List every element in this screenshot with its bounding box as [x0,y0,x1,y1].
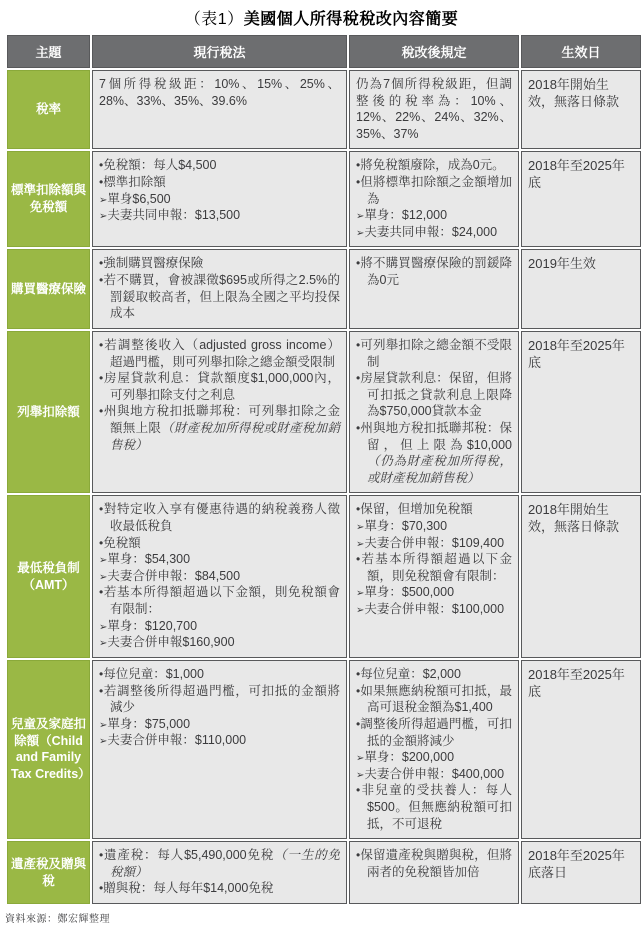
current-law-cell [92,249,347,329]
bullet-marker-icon: • [99,174,104,189]
arrow-line [356,749,512,766]
arrow-marker-icon: ➢ [99,719,108,731]
current-law-cell [92,331,347,493]
bullet-line [356,370,512,420]
topic-cell: 稅率 [7,70,90,149]
bullet-marker-icon: • [356,552,361,567]
arrow-line [99,618,340,635]
arrow-line [356,584,512,601]
cell-text: 每位兒童：$2,000 [360,666,461,681]
table-row [7,495,641,657]
cell-text: 單身：$120,700 [107,618,198,633]
table-header [7,35,641,68]
cell-text: 夫妻合併申報：$109,400 [364,535,505,550]
bullet-marker-icon: • [99,881,104,896]
arrow-marker-icon: ➢ [99,211,108,223]
cell-text: 夫妻共同申報：$24,000 [364,224,498,239]
cell-text: 單身：$200,000 [364,750,455,765]
arrow-line [356,601,512,618]
cell-text: 房屋貸款利息：貸款額度$1,000,000內，可列舉扣除支付之利息 [103,371,340,402]
cell-text: 州與地方稅扣抵聯邦稅：保留，但上限為$10,000 [360,420,512,452]
reform-rule-cell [349,660,519,839]
cell-text: 夫妻合併申報：$84,500 [107,568,241,583]
arrow-marker-icon: ➢ [99,555,108,567]
bullet-line [99,535,340,552]
bullet-marker-icon: • [99,371,104,386]
bullet-line [99,174,340,191]
arrow-line [356,535,512,552]
bullet-marker-icon: • [99,404,104,419]
cell-text: 夫妻共同申報：$13,500 [107,208,241,223]
reform-rule-cell [349,249,519,329]
arrow-marker-icon: ➢ [99,621,108,633]
bullet-marker-icon: • [99,535,104,550]
bullet-line [99,370,340,403]
italic-note-text: （財產稅加所得稅或財產稅加銷售稅） [110,421,340,452]
arrow-line [99,207,340,224]
bullet-marker-icon: • [99,683,104,698]
bullet-marker-icon: • [99,272,104,287]
arrow-marker-icon: ➢ [99,194,108,206]
current-law-cell [92,151,347,247]
table-row [7,841,641,904]
current-law-cell [92,495,347,657]
cell-text: 可列舉扣除之總金額不受限制 [360,337,512,369]
cell-text: 若不購買，會被課徵$695或所得之2.5%的罰鍰取較高者，但上限為全國之平均投保成本 [103,272,340,321]
bullet-line [356,666,512,683]
cell-text: 保留，但增加免稅額 [360,502,473,517]
cell-text: 若調整後所得超過門檻，可扣抵的金額將減少 [103,683,340,715]
bullet-line [99,337,340,370]
bullet-line [356,551,512,584]
bullet-marker-icon: • [99,585,104,600]
arrow-marker-icon: ➢ [99,638,108,650]
reform-rule-cell [349,495,519,657]
bullet-marker-icon: • [356,848,361,863]
cell-text: 對特定收入享有優惠待遇的納稅義務人徵收最低稅負 [103,502,340,534]
cell-text: 夫妻合併申報：$100,000 [364,601,505,616]
cell-text: 單身：$500,000 [364,585,455,600]
effective-date-cell: 2018年至2025年底落日 [521,841,641,904]
bullet-marker-icon: • [356,256,361,271]
cell-text: 單身：$54,300 [107,552,191,567]
bullet-line [356,501,512,518]
header-topic: 主題 [7,35,90,68]
bullet-marker-icon: • [99,256,104,271]
text-line [356,76,512,142]
arrow-line [99,551,340,568]
cell-text: 每位兒童：$1,000 [103,666,204,681]
bullet-marker-icon: • [356,666,361,681]
topic-cell: 兒童及家庭扣除額（Child and Family Tax Credits） [7,660,90,839]
cell-text: 夫妻合併申報：$110,000 [107,733,247,748]
arrow-marker-icon: ➢ [356,538,365,550]
reform-rule-cell [349,841,519,904]
bullet-marker-icon: • [356,371,361,386]
page-title [0,6,643,29]
cell-text: 強制購買醫療保險 [103,256,204,271]
bullet-line [99,501,340,534]
tax-comparison-table [5,33,643,906]
reform-rule-cell [349,331,519,493]
effective-date-cell: 2019年生效 [521,249,641,329]
cell-text: 房屋貸款利息：保留，但將可扣抵之貸款利息上限降為$750,000貸款本金 [360,371,512,419]
bullet-line [99,880,340,897]
bullet-line [99,272,340,322]
arrow-marker-icon: ➢ [356,769,365,781]
arrow-marker-icon: ➢ [356,604,365,616]
effective-date-cell: 2018年至2025年底 [521,660,641,839]
bullet-marker-icon: • [356,683,361,698]
cell-text: 免稅額 [103,535,141,550]
bullet-marker-icon: • [356,174,361,189]
header-reform-rules: 稅改後規定 [349,35,519,68]
cell-text: 將免稅額廢除，成為0元。 [360,158,505,172]
cell-text: 遺產稅：每人$5,490,000免稅 [103,848,275,863]
bullet-marker-icon: • [356,337,361,352]
bullet-marker-icon: • [356,420,361,435]
topic-cell: 最低稅負制（AMT） [7,495,90,657]
topic-cell: 遺產稅及贈與稅 [7,841,90,904]
cell-text: 但將標準扣除額之金額增加為 [360,174,512,206]
arrow-marker-icon: ➢ [356,588,365,600]
bullet-line [99,584,340,617]
cell-text: 7個所得稅級距：10%、15%、25%、28%、33%、35%、39.6% [99,77,340,108]
cell-text: 單身$6,500 [107,191,171,206]
italic-note-text: （一生的免稅額） [110,848,340,879]
header-effective-date: 生效日 [521,35,641,68]
cell-text: 單身：$70,300 [364,519,448,534]
cell-text: 免稅額：每人$4,500 [103,158,217,172]
arrow-line [99,568,340,585]
bullet-line [356,255,512,288]
arrow-marker-icon: ➢ [356,522,365,534]
arrow-marker-icon: ➢ [99,571,108,583]
cell-text: 仍為7個所得稅級距，但調整後的稅率為：10%、12%、22%、24%、32%、35%、37% [356,77,512,141]
cell-text: 非兒童的受扶養人：每人$500。但無應納稅額可扣抵，不可退稅 [360,783,512,831]
topic-cell: 購買醫療保險 [7,249,90,329]
bullet-line [356,683,512,716]
cell-text: 保留遺產稅與贈與稅，但將兩者的免稅額皆加倍 [360,848,512,879]
arrow-marker-icon: ➢ [356,753,365,765]
bullet-marker-icon: • [356,502,361,517]
bullet-marker-icon: • [99,158,104,172]
arrow-line [356,518,512,535]
arrow-marker-icon: ➢ [356,227,365,239]
cell-text: 若調整後收入（adjusted gross income）超過門檻，則可列舉扣除之總金額受限制 [103,337,340,369]
title-prefix: （表1） [184,11,244,28]
reform-rule-cell [349,151,519,247]
current-law-cell [92,841,347,904]
effective-date-cell: 2018年開始生效，無落日條款 [521,70,641,149]
bullet-line [99,157,340,174]
effective-date-cell: 2018年至2025年底 [521,151,641,247]
cell-text: 將不購買醫療保險的罰鍰降為0元 [360,256,512,287]
bullet-line [99,403,340,453]
arrow-line [356,766,512,783]
bullet-line [99,847,340,880]
table-row [7,70,641,149]
bullet-marker-icon: • [99,848,104,863]
bullet-line [356,847,512,880]
bullet-line [356,337,512,370]
arrow-marker-icon: ➢ [99,736,108,748]
arrow-line [99,191,340,208]
table-row [7,331,641,493]
bullet-line [356,782,512,832]
cell-text: 若基本所得額超過以下金額，則免稅額會有限制： [103,585,340,617]
bullet-marker-icon: • [99,502,104,517]
arrow-line [99,732,340,749]
bullet-marker-icon: • [99,666,104,681]
current-law-cell [92,660,347,839]
cell-text: 標準扣除額 [103,174,166,189]
bullet-marker-icon: • [356,783,361,798]
topic-cell: 標準扣除額與免稅額 [7,151,90,247]
text-line [99,76,340,109]
source-note: 資料來源：鄭宏輝整理 [5,914,110,926]
arrow-line [99,716,340,733]
cell-text: 夫妻合併申報：$400,000 [364,766,505,781]
bullet-line [99,666,340,683]
cell-text: 調整後所得超過門檻，可扣抵的金額將減少 [360,716,512,748]
cell-text: 若基本所得額超過以下金額，則免稅額會有限制： [360,552,512,583]
bullet-line [356,420,512,486]
bullet-marker-icon: • [356,158,361,172]
header-current-law: 現行稅法 [92,35,347,68]
effective-date-cell: 2018年開始生效，無落日條款 [521,495,641,657]
bullet-marker-icon: • [356,716,361,731]
bullet-line [99,683,340,716]
title-main: 美國個人所得稅稅改內容簡要 [243,11,459,28]
cell-text: 單身：$75,000 [107,716,191,731]
table-body [7,70,641,904]
bullet-line [356,716,512,749]
bullet-line [356,174,512,207]
table-row [7,249,641,329]
header-row [7,35,641,68]
arrow-line [99,634,340,651]
cell-text: 單身：$12,000 [364,208,448,223]
bullet-line [356,157,512,174]
effective-date-cell: 2018年至2025年底 [521,331,641,493]
cell-text: 夫妻合併申報$160,900 [107,635,235,650]
table-row [7,151,641,247]
topic-cell: 列舉扣除額 [7,331,90,493]
cell-text: 如果無應納稅額可扣抵，最高可退稅金額為$1,400 [360,683,512,715]
bullet-line [99,255,340,272]
arrow-line [356,224,512,241]
table-row [7,660,641,839]
current-law-cell [92,70,347,149]
cell-text: 贈與稅：每人每年$14,000免稅 [103,881,274,896]
arrow-line [356,207,512,224]
cell-text: 州與地方稅扣抵聯邦稅：可列舉扣除之金額無上限 [103,404,340,436]
arrow-marker-icon: ➢ [356,211,365,223]
italic-note-text: （仍為財產稅加所得稅，或財產稅加銷售稅） [367,454,512,485]
bullet-marker-icon: • [99,337,104,352]
reform-rule-cell [349,70,519,149]
